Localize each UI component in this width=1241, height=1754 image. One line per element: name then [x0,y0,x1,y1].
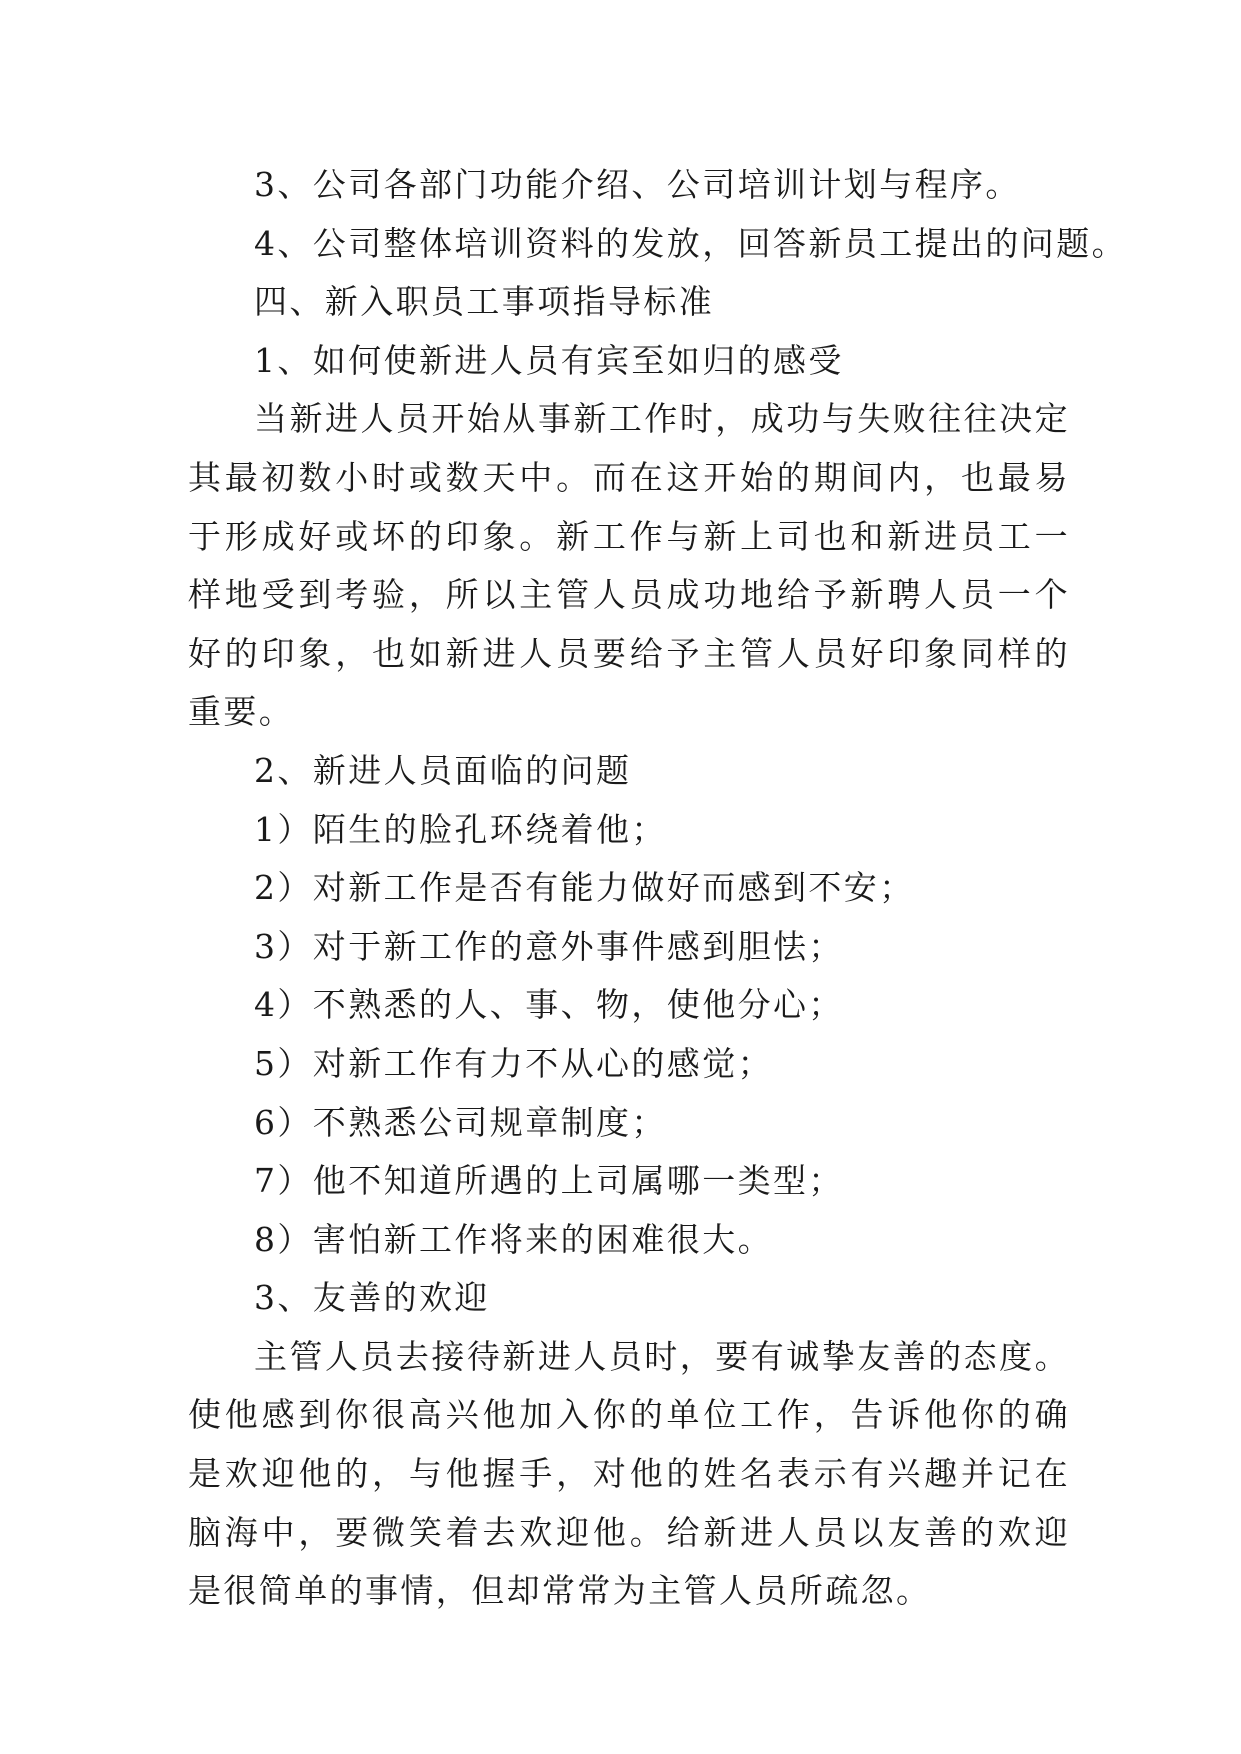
problem-item-5: 5）对新工作有力不从心的感觉； [254,1043,773,1083]
problem-item-3: 3）对于新工作的意外事件感到胆怯； [254,926,844,966]
problem-item-8: 8）害怕新工作将来的困难很大。 [254,1219,773,1259]
subheading-feel-at-home: 1、如何使新进人员有宾至如归的感受 [254,340,844,380]
section-heading-guidance-standards: 四、新入职员工事项指导标准 [254,282,715,322]
subheading-friendly-welcome: 3、友善的欢迎 [254,1278,490,1318]
document-body [188,156,1127,1621]
list-item-dept-intro: 3、公司各部门功能介绍、公司培训计划与程序。 [254,165,1021,204]
problem-item-7: 7）他不知道所遇的上司属哪一类型； [254,1161,844,1201]
list-item-material-distribution: 4、公司整体培训资料的发放，回答新员工提出的问题。 [254,223,1127,263]
problem-item-6: 6）不熟悉公司规章制度； [254,1102,667,1142]
problem-item-1: 1）陌生的脸孔环绕着他； [254,809,667,849]
subheading-new-hire-problems: 2、新进人员面临的问题 [254,750,632,790]
paragraph-friendly-welcome: 主管人员去接待新进人员时，要有诚挚友善的态度。使他感到你很高兴他加入你的单位工作，告诉他你的确是欢迎他的，与他握手，对他的姓名表示有兴趣并记在脑海中，要微笑着去欢迎他。给新进人员以友善的欢迎是很简单的事情，但却常常为主管人员所疏忽。 [188,1336,1070,1611]
problem-item-4: 4）不熟悉的人、事、物，使他分心； [254,985,844,1025]
problem-item-2: 2）对新工作是否有能力做好而感到不安； [254,868,915,908]
paragraph-first-impression: 当新进人员开始从事新工作时，成功与失败往往决定其最初数小时或数天中。而在这开始的期间内，也最易于形成好或坏的印象。新工作与新上司也和新进员工一样地受到考验，所以主管人员成功地给予新聘人员一个好的印象，也如新进人员要给予主管人员好印象同样的重要。 [188,399,1070,732]
